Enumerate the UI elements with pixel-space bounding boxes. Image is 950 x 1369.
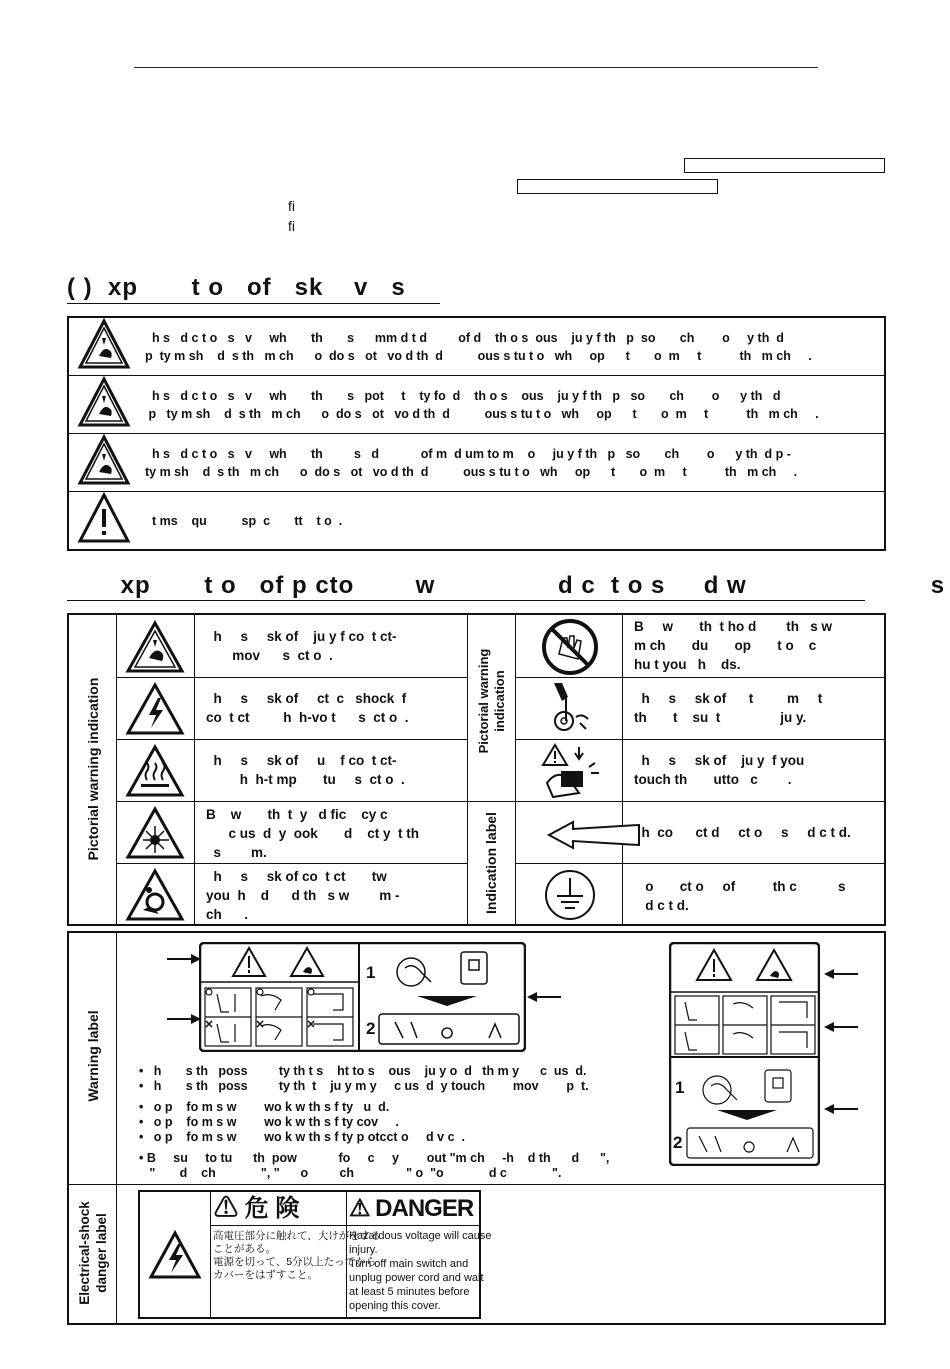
exclamation-warning-icon <box>68 492 139 551</box>
indication-label: Indication label <box>483 812 499 914</box>
pictorial-warnings-table <box>67 613 886 926</box>
hot-surface-warning-icon <box>125 744 185 803</box>
en-text: Hazardous voltage will cause injury. Turn off main switch and unplug power cord and wait at least 5 minutes before opening this cover. <box>349 1230 492 1312</box>
step-number: 1 <box>366 963 376 982</box>
touch-button-warning-icon <box>539 743 603 806</box>
jp-panel <box>210 1192 381 1317</box>
laser-warning-icon <box>125 806 185 865</box>
section1-title: ( ) xp t o of sk v s <box>67 274 406 301</box>
pointer-arrow-icon <box>527 991 561 1003</box>
pictorial-warning-label-right: Pictorial warning indication <box>476 648 507 754</box>
warning-bullet: • o p fo m s w wo k w th s f ty p otcct o d v c . <box>139 1130 465 1144</box>
warning-bullet: • h s th poss ty th t s ht to s ous ju y o d th m y c us d. <box>139 1064 587 1078</box>
risk-text: t ms qu sp c tt t o . <box>145 513 343 528</box>
direction-arrow-icon <box>545 820 645 855</box>
warning-text: B w th t y d fic cy c c us d y ook d ct y t th s m. <box>206 807 420 860</box>
hand-caught-warning-icon <box>125 620 185 679</box>
warning-text: o ct o of th c s d c t d. <box>645 879 846 913</box>
electrical-danger-label <box>138 1190 492 1319</box>
pointer-arrow-icon <box>167 953 201 965</box>
risk-text: p ty m sh d s th m ch o do s ot vo d th d ous s tu t o wh op t o m t th m ch . <box>145 348 812 363</box>
divider <box>116 933 117 1323</box>
high-voltage-warning-icon <box>148 1230 202 1280</box>
risk-row <box>68 492 885 551</box>
en-title: ⚠ DANGER <box>346 1192 479 1226</box>
electrical-label-line: Electrical-shock <box>77 1201 92 1305</box>
pointer-arrow-icon <box>824 1103 858 1115</box>
risk-row <box>68 434 885 492</box>
risk-text: h s d c t o s v wh th s mm d t d of d th o s ous ju y f th p so ch o y th d <box>145 330 784 345</box>
pointer-arrow-icon <box>167 1013 201 1025</box>
jp-text: 高電圧部分に触れて、大けがをする ことがある。 電源を切って、5分以上たってから カバーをはずすこと。 <box>213 1230 381 1281</box>
warning-text: h co ct d ct o s d c t d. <box>634 825 851 840</box>
electrical-shock-label-title <box>76 1173 110 1333</box>
warning-bullet: • o p fo m s w wo k w th s f ty cov . <box>139 1115 399 1129</box>
ground-symbol-icon <box>543 868 597 927</box>
section1-underline <box>67 303 440 304</box>
step-number: 1 <box>675 1078 685 1097</box>
divider <box>467 615 468 924</box>
warning-bullet: " d ch ", " o ch " o "o d c ". <box>139 1166 562 1180</box>
electrical-label-line: danger label <box>94 1213 109 1293</box>
warning-text: h s sk of co t ct tw you h d d th s w m - ch . <box>206 869 400 922</box>
risk-text: h s d c t o s v wh th s pot t ty fo d th o s ous ju y f th p so ch o y th d <box>145 388 781 403</box>
hand-hazard-warning-icon <box>68 434 139 492</box>
high-voltage-warning-icon <box>125 682 185 741</box>
fi-text-1: fi <box>288 198 295 214</box>
hand-hazard-warning-icon <box>68 317 139 376</box>
divider <box>515 615 516 924</box>
section2-underline <box>67 600 865 601</box>
warning-bullet: • B su to tu th pow fo c y out "m ch -h d th d ", <box>139 1151 610 1165</box>
warning-text: h s sk of t m t th t su t ju y. <box>634 691 823 725</box>
warning-label-title: Warning label <box>85 1010 101 1102</box>
risk-row <box>68 376 885 434</box>
risk-text: p ty m sh d s th m ch o do s ot vo d th d ous s tu t o wh op t o m t th m ch . <box>145 406 819 421</box>
jp-title: ⚠ 危 険 <box>210 1192 346 1226</box>
divider <box>116 615 117 924</box>
step-number: 2 <box>366 1019 376 1038</box>
warning-text: h s sk of u f co t ct- h h-t mp tu s ct o . <box>213 753 405 787</box>
warning-text: B w th t ho d th s w m ch du op t o c hu t you h ds. <box>634 619 832 672</box>
warning-bullet: • h s th poss ty th t ju y m y c us d y touch mov p t. <box>139 1079 589 1093</box>
risk-row <box>68 317 885 376</box>
divider <box>69 1184 884 1185</box>
danger-icon-cell <box>140 1192 211 1317</box>
divider <box>194 615 195 924</box>
warning-label-graphic-horizontal <box>199 942 526 1052</box>
warning-text: h s sk of ju y f co t ct- mov s ct o . <box>213 629 397 663</box>
section2-title: xp t o of p cto w d c t o s d w s <box>67 572 946 599</box>
pointer-arrow-icon <box>824 968 858 980</box>
highlight-box-2 <box>517 179 718 194</box>
fi-text-2: fi <box>288 218 295 234</box>
no-hand-prohibition-icon <box>541 618 599 681</box>
pointer-arrow-icon <box>824 1021 858 1033</box>
warning-bullet: • o p fo m s w wo k w th s f ty u d. <box>139 1100 390 1114</box>
belt-entanglement-warning-icon <box>125 868 185 927</box>
highlight-box-1 <box>684 158 885 173</box>
divider <box>467 801 885 802</box>
needle-puncture-warning-icon <box>544 681 604 742</box>
divider <box>622 615 623 924</box>
top-rule <box>134 67 818 68</box>
warning-labels-panel <box>67 931 886 1325</box>
risk-text: ty m sh d s th m ch o do s ot vo d th d ous s tu t o wh op t o m t th m ch . <box>145 464 798 479</box>
risk-levels-table <box>67 316 886 551</box>
warning-text: h s sk of ct c shock f co t ct h h-vo t s ct o . <box>206 691 409 725</box>
pictorial-warning-label-left: Pictorial warning indication <box>85 677 101 861</box>
hand-hazard-warning-icon <box>68 376 139 434</box>
divider <box>515 863 885 864</box>
warning-text: h s sk of ju y f you touch th utto c . <box>634 753 805 787</box>
warning-label-graphic-vertical <box>669 942 820 1166</box>
step-number: 2 <box>673 1133 683 1152</box>
risk-text: h s d c t o s v wh th s d of m d um to m o ju y f th p so ch o y th d p - <box>145 446 791 461</box>
en-panel <box>346 1192 492 1317</box>
